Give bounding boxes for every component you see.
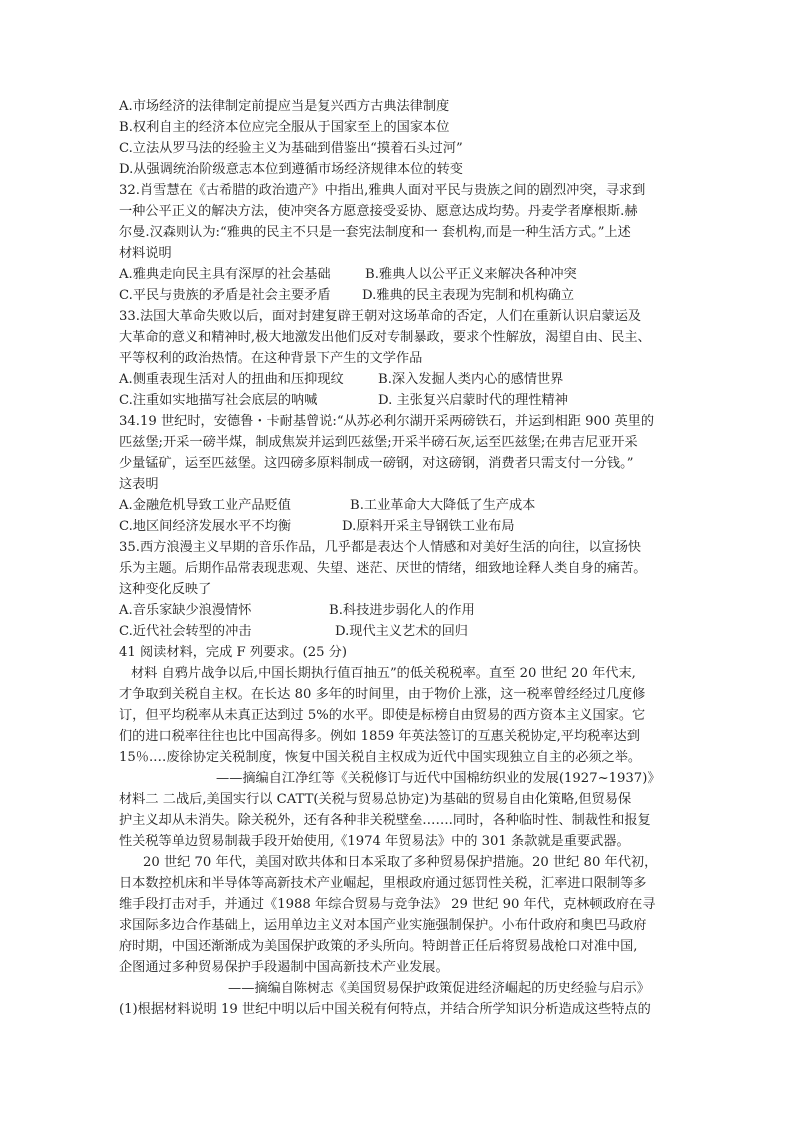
q34-stem-line: 34.19 世纪时，安德鲁・卡耐基曾说:“从苏必利尔湖开采两磅铁石，并运到相距 900 英里的 — [119, 414, 655, 429]
q34-option-d: D.原料开采主导钢铁工业布局 — [342, 519, 515, 534]
q41-question-1: (1)根据材料说明 19 世纪中明以后中国关税有何特点，并结合所学知识分析造成这些特点的 — [119, 1002, 651, 1017]
q35-stem-line: 35.西方浪漫主义早期的音乐作品，几乎都是表达个人情感和对美好生活的向往，以宣扬快 — [119, 540, 642, 555]
q33-options-row-2 — [119, 391, 679, 411]
q35-option-b: B.科技进步弱化人的作用 — [329, 603, 475, 618]
q33-stem-line: 平等权利的政治热情。在这种背景下产生的文学作品 — [119, 351, 423, 366]
q32-stem-line: 尔曼.汉森则认为:“雅典的民主不只是一套宪法制度和一 套机构,而是一种生活方式。”上述 — [119, 225, 631, 240]
q32-options-row-2 — [119, 286, 679, 306]
q35-stem-line: 乐为主题。后期作品常表现悲观、失望、迷茫、厌世的情绪，细致地诠释人类自身的痛苦。 — [119, 561, 647, 576]
q33-option-d: D. 主张复兴启蒙时代的理性精神 — [378, 393, 568, 408]
q34-options-row-1 — [119, 496, 679, 516]
q35-option-c: C.近代社会转型的冲击 — [119, 624, 252, 639]
q41-material2-line: 性关税等单边贸易制裁手段开始使用,《1974 年贸易法》中的 301 条款就是重要武器。 — [119, 834, 630, 849]
q33-option-a: A.侧重表现生活对人的扭曲和压抑现纹 — [119, 372, 344, 387]
q31-option-a: A.市场经济的法律制定前提应当是复兴西方古典法律制度 — [119, 99, 450, 114]
q32-stem-line: 材料说明 — [119, 246, 172, 261]
q32-stem-line: 32.肖雪慧在《古希腊的政治遗产》中指出,雅典人面对平民与贵族之间的剧烈冲突，寻求到 — [119, 183, 646, 198]
q34-stem-line: 少量锰矿，运至匹兹堡。这四磅多原料制成一磅钢，对这磅钢，消费者只需支付一分钱。” — [119, 456, 634, 471]
q35-option-a: A.音乐家缺少浪漫情怀 — [119, 603, 252, 618]
q35-options-row-1 — [119, 601, 679, 621]
q41-material2-line: 护主义却从未消失。除关税外，还有各种非关税壁垒…….同时，各种临时性、制裁性和报复 — [119, 813, 651, 828]
q35-stem-line: 这种变化反映了 — [119, 582, 212, 597]
q34-option-b: B.工业革命大大降低了生产成本 — [350, 498, 536, 513]
q41-material1-line: 订，但平均税率从未真正达到过 5%的水平。即使是标榜自由贸易的西方资本主义国家。它 — [119, 708, 646, 723]
q41-material1-line: 15％.…废徐协定关税制度，恢复中国关税自主权成为近代中国实现独立自主的必须之举。 — [119, 750, 642, 765]
q34-stem-line: 这表明 — [119, 477, 159, 492]
q32-option-b: B.雅典人以公平正义来解决各种冲突 — [365, 267, 577, 282]
q33-option-b: B.深入发掘人类内心的感情世界 — [378, 372, 564, 387]
q31-option-b: B.权利自主的经济本位应完全服从于国家至上的国家本位 — [119, 120, 450, 135]
q41-material2-line: 企图通过多种贸易保护手段遏制中国高新技术产业发展。 — [119, 960, 449, 975]
q32-option-a: A.雅典走向民主具有深厚的社会基础 — [119, 267, 331, 282]
q41-material2-line: 求国际多边合作基础上，运用单边主义对本国产业实施强制保护。小布什政府和奥巴马政府 — [119, 918, 647, 933]
q32-option-d: D.雅典的民主表现为宪制和机构确立 — [362, 288, 575, 303]
q33-stem-line: 33.法国大革命失败以后，面对封建复辟王朝对这场革命的否定，人们在重新认识启蒙运及 — [119, 309, 642, 324]
q41-source-2: ——摘编自陈树志《美国贸易保护政策促进经济崛起的历史经验与启示》 — [228, 981, 650, 996]
q34-options-row-2 — [119, 517, 679, 537]
q34-option-c: C.地区间经济发展水平不均衡 — [119, 519, 292, 534]
q41-material1-line: 材料 自鸦片战争以后,中国长期执行值百抽五”的低关税税率。直至 20 世纪 20 年代末, — [131, 666, 636, 681]
q33-options-row-1 — [119, 370, 679, 390]
q41-material1-line: 才争取到关税自主权。在长达 80 多年的时间里，由于物价上涨，这一税率曾经经过几度修 — [119, 687, 646, 702]
q34-stem-line: 匹兹堡;开采一磅半煤，制成焦炭并运到匹兹堡;开采半磅石灰,运至匹兹堡;在弗吉尼亚开采 — [119, 435, 638, 450]
q32-options-row-1 — [119, 265, 679, 285]
q31-option-c: C.立法从罗马法的经验主义为基础到借鉴出“摸着石头过河” — [119, 141, 463, 156]
q31-option-d: D.从强调统治阶级意志本位到遵循市场经济规律本位的转变 — [119, 162, 463, 177]
q32-stem-line: 一种公平正义的解决方法，使冲突各方愿意接受妥协、愿意达成均势。丹麦学者摩根斯.赫 — [119, 204, 638, 219]
q34-option-a: A.金融危机导致工业产品贬值 — [119, 498, 291, 513]
q33-option-c: C.注重如实地描写社会底层的呐喊 — [119, 393, 318, 408]
q33-stem-line: 大革命的意义和精神时,极大地激发出他们反对专制暴政，要求个性解放，渴望自由、民主、 — [119, 330, 651, 345]
q35-option-d: D.现代主义艺术的回归 — [335, 624, 468, 639]
q32-option-c: C.平民与贵族的矛盾是社会主要矛盾 — [119, 288, 331, 303]
q41-heading: 41 阅读材料，完成 F 列要求。(25 分) — [119, 645, 348, 660]
q41-source-1: ——摘编自江净红等《关税修订与近代中国棉纺织业的发展(1927~1937)》 — [216, 771, 661, 786]
q41-material2-line: 府时期，中国还渐渐成为美国保护政策的矛头所向。特朗普正任后将贸易战枪口对准中国, — [119, 939, 638, 954]
q41-material2-line: 20 世纪 70 年代，美国对欧共体和日本采取了多种贸易保护措施。20 世纪 80 年代初， — [143, 855, 658, 870]
q41-material1-line: 们的进口税率往往也比中国高得多。例如 1859 年英法签订的互惠关税协定,平均税率达到 — [119, 729, 640, 744]
q41-material2-line: 日本数控机床和半导体等高新技术产业崛起，里根政府通过惩罚性关税，汇率进口限制等多 — [119, 876, 647, 891]
q41-material2-line: 维手段打击对手，并通过《1988 年综合贸易与竞争法》 29 世纪 90 年代，克林顿政府在寻 — [119, 897, 656, 912]
q35-options-row-2 — [119, 622, 679, 642]
q41-material2-line: 材料二 二战后,美国实行以 CATT(关税与贸易总协定)为基础的贸易自由化策略,但贸易保 — [119, 792, 632, 807]
